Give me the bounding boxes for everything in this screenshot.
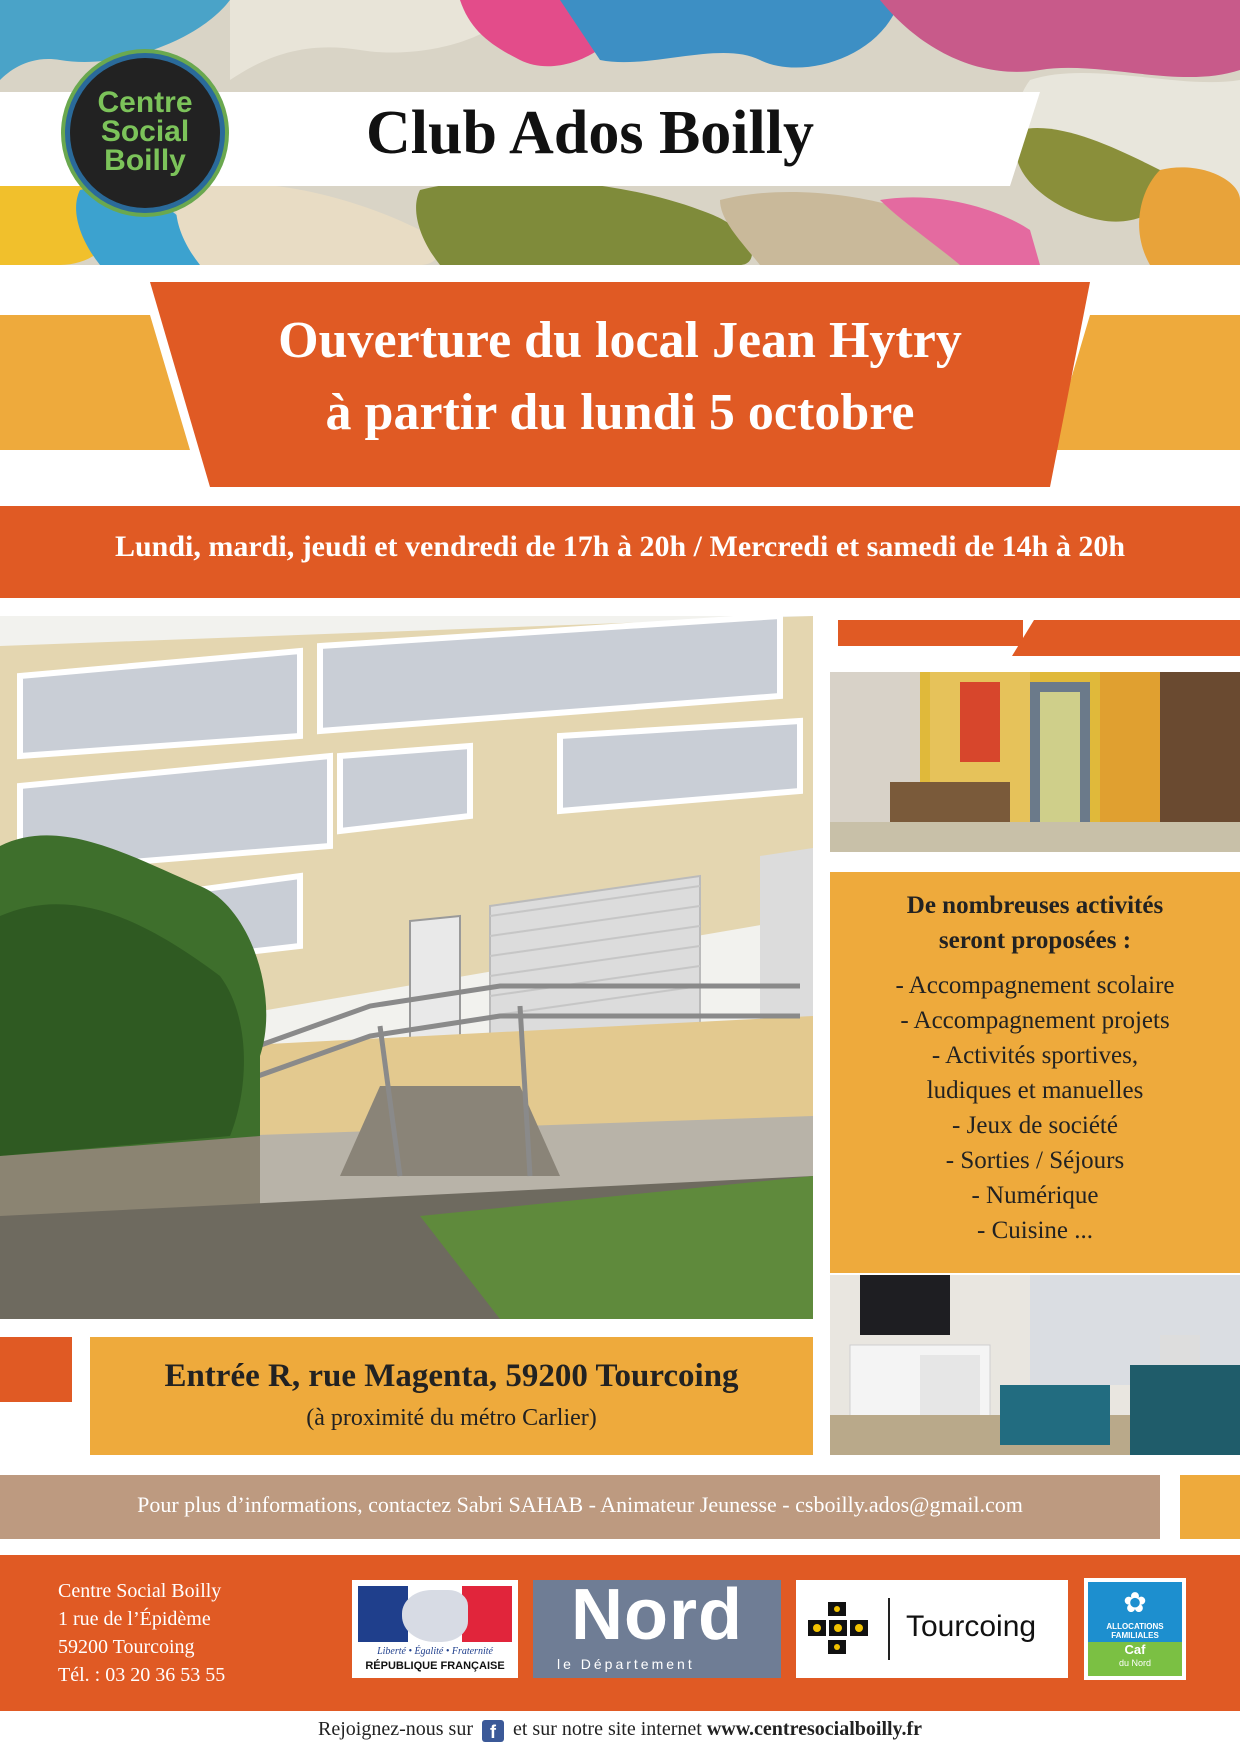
list-item: - Activités sportives, xyxy=(931,1042,1139,1069)
social-line xyxy=(0,1718,1240,1742)
list-item: ludiques et manuelles xyxy=(926,1077,1144,1104)
caf-name: Caf xyxy=(1124,1642,1146,1657)
opening-line-1: Ouverture du local Jean Hytry xyxy=(278,312,962,369)
page-title: Club Ados Boilly xyxy=(366,99,814,167)
footer-street: 1 rue de l’Épidème xyxy=(58,1608,211,1630)
facebook-icon[interactable]: f xyxy=(482,1720,504,1742)
republique-motto: Liberté • Égalité • Fraternité xyxy=(377,1646,493,1657)
decor-stripe xyxy=(838,620,1023,646)
activities-heading-line: De nombreuses activités xyxy=(906,892,1164,919)
caf-du-nord-logo xyxy=(1084,1578,1186,1680)
logo-line: Boilly xyxy=(104,144,186,177)
tourcoing-name: Tourcoing xyxy=(906,1610,1037,1643)
flag-red-stripe xyxy=(462,1586,512,1642)
flag-blue-stripe xyxy=(358,1586,408,1642)
list-item: - Accompagnement projets xyxy=(900,1007,1170,1034)
website-link[interactable]: www.centresocialboilly.fr xyxy=(706,1718,922,1740)
caf-subtitle-line: FAMILIALES xyxy=(1111,1631,1159,1640)
address-note: (à proximité du métro Carlier) xyxy=(306,1405,597,1431)
social-prefix: Rejoignez-nous sur xyxy=(318,1718,473,1740)
caf-subtitle-line: ALLOCATIONS xyxy=(1106,1622,1164,1631)
activities-heading-line: seront proposées : xyxy=(938,927,1132,954)
marianne-icon xyxy=(402,1590,468,1642)
list-item: - Sorties / Séjours xyxy=(945,1147,1125,1174)
caf-subtitle xyxy=(1088,1622,1182,1640)
tourcoing-divider xyxy=(888,1598,890,1660)
list-item: - Jeux de société xyxy=(952,1112,1118,1139)
centre-social-boilly-logo xyxy=(70,58,220,208)
nord-sub: le Département xyxy=(557,1656,695,1672)
nord-name: Nord xyxy=(571,1575,743,1655)
social-suffix: et sur notre site internet xyxy=(513,1718,702,1740)
republique-francaise-logo xyxy=(352,1580,518,1678)
building-photo xyxy=(0,616,813,1319)
tourcoing-logo xyxy=(796,1580,1068,1678)
room-photo-lounge xyxy=(830,1275,1240,1455)
republique-name: RÉPUBLIQUE FRANÇAISE xyxy=(365,1660,505,1672)
caf-sub: du Nord xyxy=(1118,1658,1152,1668)
logo-line: Social xyxy=(100,115,190,148)
activities-heading xyxy=(830,888,1240,958)
decor-stripe xyxy=(1012,620,1240,656)
footer-phone: Tél. : 03 20 36 53 55 xyxy=(58,1664,226,1686)
list-item: - Numérique xyxy=(971,1182,1099,1209)
nord-departement-logo xyxy=(533,1575,781,1678)
footer-address xyxy=(58,1577,318,1689)
tourcoing-emblem-icon xyxy=(808,1602,868,1656)
decor-square xyxy=(1180,1475,1240,1539)
address-box xyxy=(90,1337,813,1455)
activities-list xyxy=(830,968,1240,1248)
logo-line: Centre xyxy=(97,86,193,119)
address-main: Entrée R, rue Magenta, 59200 Tourcoing xyxy=(164,1358,739,1394)
list-item: - Accompagnement scolaire xyxy=(895,972,1175,999)
contact-text: Pour plus d’informations, contactez Sabri SAHAB - Animateur Jeunesse - csboilly.ados@gmail.com xyxy=(137,1492,1023,1517)
list-item: - Cuisine ... xyxy=(977,1217,1093,1244)
opening-announcement xyxy=(150,305,1090,449)
decor-square xyxy=(0,1337,72,1402)
opening-hours: Lundi, mardi, jeudi et vendredi de 17h à 20h / Mercredi et samedi de 14h à 20h xyxy=(114,530,1126,563)
caf-people-icon: ✿ xyxy=(1123,1586,1147,1619)
room-photo-foosball xyxy=(830,672,1240,852)
caf-green-band xyxy=(1088,1642,1182,1676)
footer-city: 59200 Tourcoing xyxy=(58,1636,195,1658)
opening-line-2: à partir du lundi 5 octobre xyxy=(325,384,915,441)
footer-org: Centre Social Boilly xyxy=(58,1580,222,1602)
